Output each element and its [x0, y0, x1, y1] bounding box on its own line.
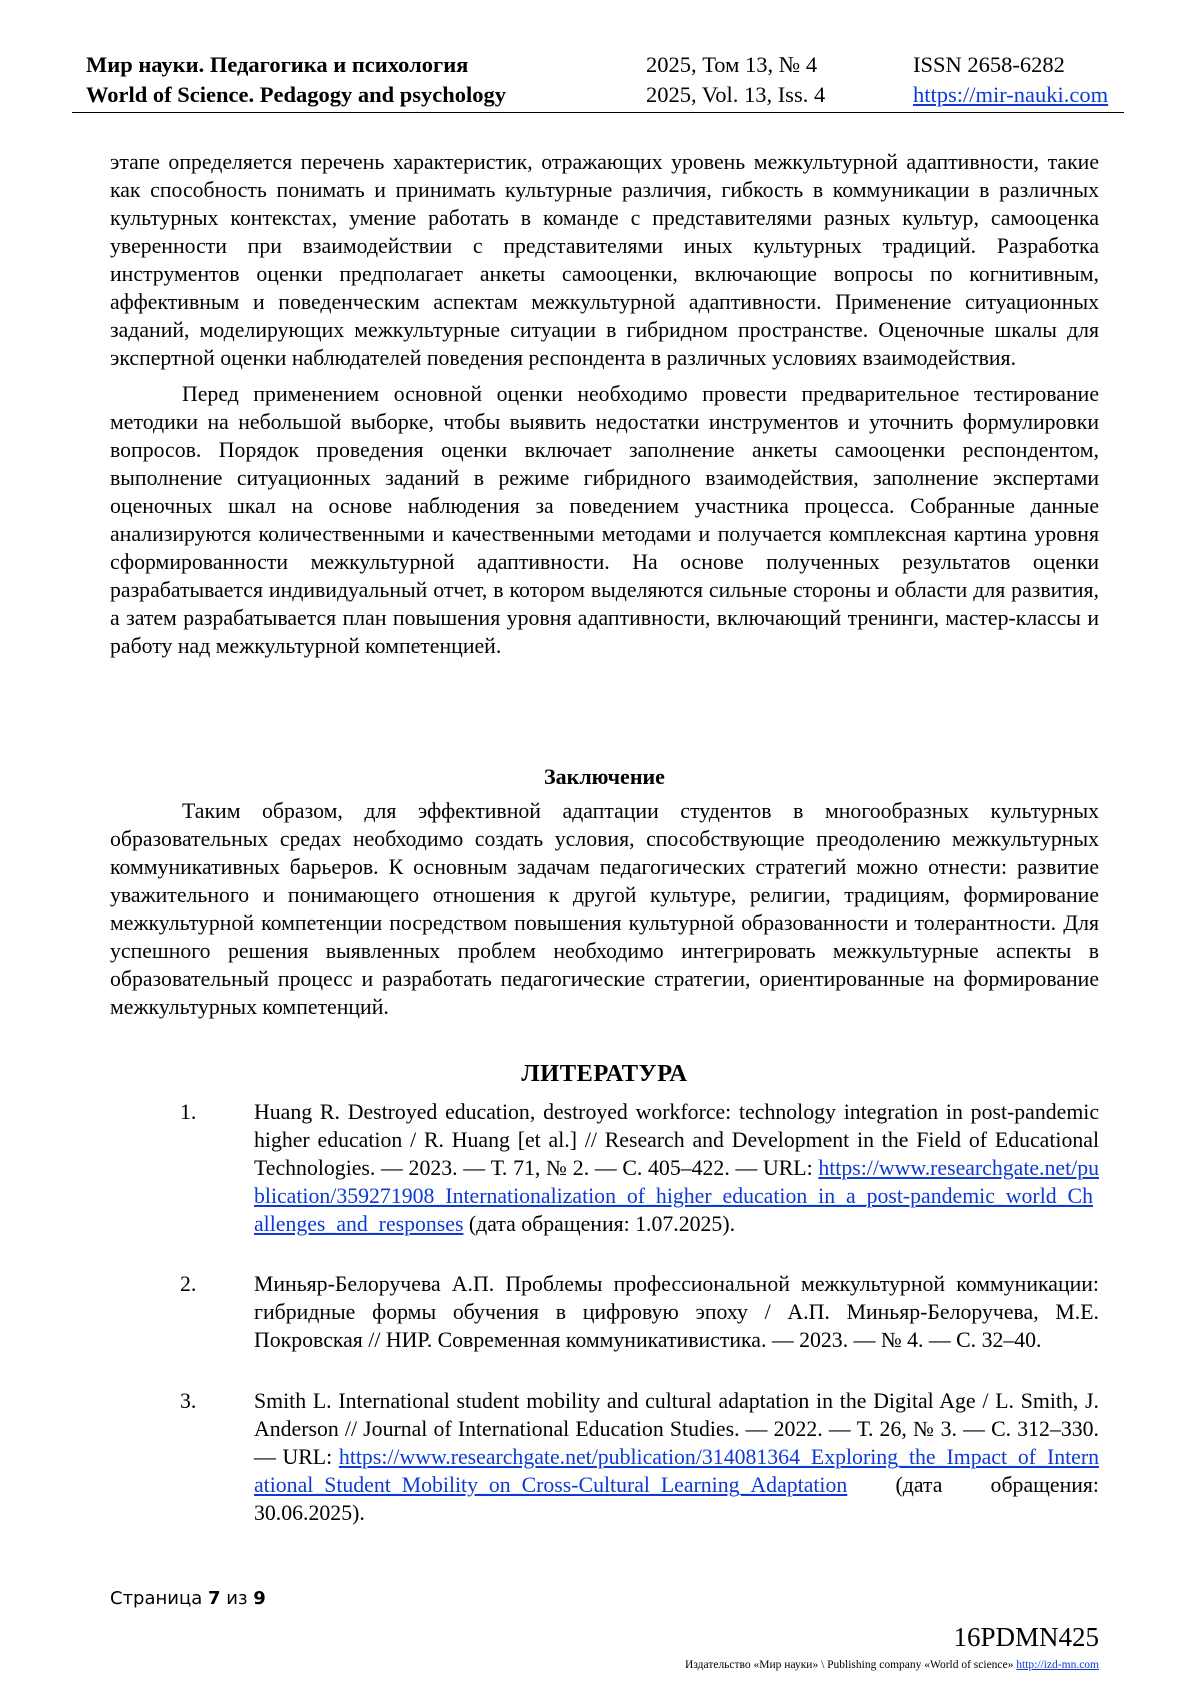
conclusion-text: Таким образом, для эффективной адаптации студентов в многообразных культурных образовательных средах необходимо создать условия, способствующие преодолению межкультурных коммуникативных барьеров. К основным задачам педагогических стратегий можно отнести: развитие уважительного и понимающего отношения к другой культуре, религии, традициям, формирование межкультурной компетенции посредством повышения культурной образованности и толерантности. Для успешного решения выявленных проблем необходимо интегрировать межкультурные аспекты в образовательный процесс и разработать педагогические стратегии, ориентированные на формирование межкультурных компетенций.	[110, 799, 1099, 1019]
journal-title-ru: Мир науки. Педагогика и психология	[86, 52, 469, 77]
reference-3	[180, 1387, 1099, 1527]
literature-title: ЛИТЕРАТУРА	[521, 1060, 688, 1087]
journal-header	[72, 50, 1124, 113]
journal-title-en: World of Science. Pedagogy and psychology	[86, 82, 507, 107]
reference-text	[254, 1098, 1099, 1238]
publisher-link[interactable]: http://izd-mn.com	[1016, 1659, 1099, 1671]
paragraph-2: Перед применением основной оценки необходимо провести предварительное тестирование методики на небольшой выборке, чтобы выявить недостатки инструментов и уточнить формулировки вопросов. Порядок проведения оценки включает заполнение анкеты самооценки респондентом, выполнение ситуационных заданий в режиме гибридного взаимодействия, заполнение экспертами оценочных шкал на основе наблюдения за поведением участника процесса. Собранные данные анализируются количественными и качественными методами и получается комплексная картина уровня сформированности межкультурной адаптивности. На основе полученных результатов оценки разрабатывается индивидуальный отчет, в котором выделяются сильные стороны и области для развития, а затем разрабатывается план повышения уровня адаптивности, включающий тренинги, мастер-классы и работу над межкультурной компетенцией.	[110, 382, 1099, 658]
conclusion-section	[110, 797, 1099, 1021]
reference-1	[180, 1098, 1099, 1238]
journal-title-block	[86, 50, 506, 110]
reference-number: 1.	[180, 1100, 197, 1124]
reference-body: Huang R. Destroyed education, destroyed workforce: technology integration in post-pandemic higher education / R. Huang [et al.] // Research and Development in the Field of Educational Technologies. — 2023. — Т. 71, № 2. — С. 405–422. — URL:	[254, 1100, 1099, 1180]
reference-url[interactable]: https://www.researchgate.net/publication/359271908_Internationalization_of_higher_education_in_a_post-pandemic_world_Challenges_and_responses	[254, 1156, 1099, 1236]
reference-body: Smith L. International student mobility and cultural adaptation in the Digital Age / L. Smith, J. Anderson // Journal of International Education Studies. — 2022. — Т. 26, № 3. — С. 312–330. — URL:	[254, 1389, 1099, 1469]
page-number: 7	[208, 1588, 221, 1609]
reference-text: Миньяр-Белоручева А.П. Проблемы профессиональной межкультурной коммуникации: гибридные формы обучения в цифровую эпоху / А.П. Миньяр-Белоручева, М.Е. Покровская // НИР. Современная коммуникативистика. — 2023. — № 4. — С. 32–40.	[254, 1272, 1099, 1352]
reference-access-date: (дата обращения: 30.06.2025).	[254, 1473, 1099, 1525]
issue-block	[646, 50, 825, 110]
issue-ru: 2025, Том 13, № 4	[646, 52, 818, 77]
main-text	[110, 148, 1099, 660]
issn: ISSN 2658-6282	[913, 52, 1065, 77]
conclusion-title: Заключение	[544, 764, 665, 789]
reference-text	[254, 1387, 1099, 1527]
of-word: из	[226, 1588, 248, 1609]
reference-access-date: (дата обращения: 1.07.2025).	[463, 1212, 736, 1236]
reference-number: 2.	[180, 1272, 197, 1296]
publisher-line	[685, 1659, 1099, 1671]
issue-en: 2025, Vol. 13, Iss. 4	[646, 82, 826, 107]
article-code: 16PDMN425	[953, 1622, 1099, 1652]
reference-url[interactable]: https://www.researchgate.net/publication/314081364_Exploring_the_Impact_of_International_Student_Mobility_on_Cross-Cultural_Learning_Adaptation	[254, 1445, 1099, 1497]
reference-number: 3.	[180, 1389, 197, 1413]
issn-block	[913, 50, 1108, 110]
reference-2	[180, 1270, 1099, 1354]
publisher-text: Издательство «Мир науки» \ Publishing company «World of science»	[685, 1659, 1014, 1671]
paragraph-1: этапе определяется перечень характеристик, отражающих уровень межкультурной адаптивности, такие как способность понимать и принимать культурные различия, гибкость в коммуникации в различных культурных контекстах, умение работать в команде с представителями разных культур, самооценка уверенности при взаимодействии с представителями иных культурных традиций. Разработка инструментов оценки предполагает анкеты самооценки, включающие вопросы по когнитивным, аффективным и поведенческим аспектам межкультурной адаптивности. Применение ситуационных заданий, моделирующих межкультурные ситуации в гибридном пространстве. Оценочные шкалы для экспертной оценки наблюдателей поведения респондента в различных условиях взаимодействия.	[110, 150, 1099, 370]
page-total: 9	[253, 1588, 266, 1609]
journal-site-link[interactable]: https://mir-nauki.com	[913, 82, 1109, 107]
page-counter	[110, 1588, 266, 1609]
page-word: Страница	[110, 1588, 203, 1609]
